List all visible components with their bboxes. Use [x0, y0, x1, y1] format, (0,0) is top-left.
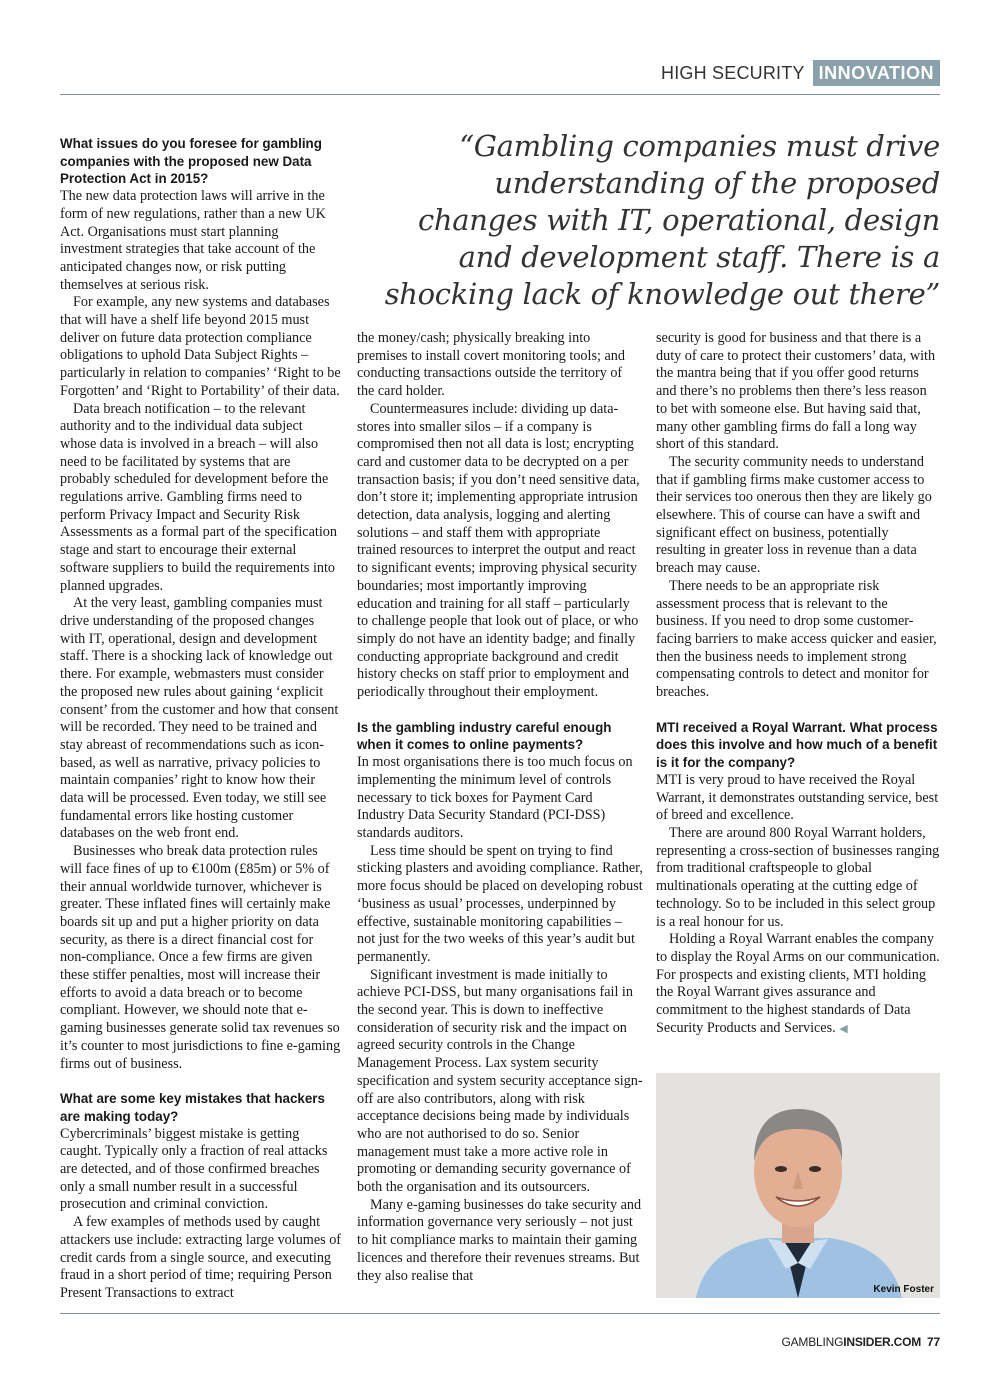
paragraph: Significant investment is made initially to achieve PCI-DSS, but many organisations fail in the second year. This is down to ineffective consideration of security risk and the impact on agreed security controls in the Change Management Process. Lax system security specification and system security acceptance sign-off are also contributors, along with risk acceptance decisions being made by individuals who are not authorised to do so. Senior management must take a more active role in promoting or demanding security governance of both the organisation and its outsourcers.	[357, 966, 643, 1196]
column-1	[60, 135, 342, 1303]
footer-site: GAMBLING	[781, 1335, 844, 1349]
paragraph: Countermeasures include: dividing up data-stores into smaller silos – if a company is compromised then not all data is lost; encrypting card and customer data to be decrypted on a per transaction basis; if you don’t need sensitive data, don’t store it; implementing appropriate intrusion detection, data analysis, logging and alerting solutions – and staff them with appropriate trained resources to interpret the output and react to significant events; improving physical security boundaries; most importantly improving education and training for all staff – particularly to challenge people that look out of place, or who simply do not have an identity badge; and finally conducting appropriate background and credit history checks on staff prior to employment and periodically throughout their employment.	[357, 400, 640, 701]
portrait-photo	[656, 1073, 940, 1298]
paragraph: At the very least, gambling companies must drive understanding of the proposed changes with IT, operational, design and development staff. There is a shocking lack of knowledge out there. For example, webmasters must consider the proposed new rules about gaining ‘explicit consent’ from the customer and how that consent will be recorded. They need to be trained and stay abreast of recommendations such as icon-based, as well as narrative, privacy policies to maintain companies’ right to know how their data will be processed. Even today, we still see fundamental errors like hosting customer databases on the web front end.	[60, 595, 339, 842]
paragraph: Less time should be spent on trying to find sticking plasters and avoiding compliance. Rather, more focus should be placed on developing robust ‘business as usual’ processes, underpinned by effective, sustainable monitoring capabilities – not just for the two weeks of this year’s audit but permanently.	[357, 842, 643, 965]
paragraph-text: Holding a Royal Warrant enables the company to display the Royal Arms on our communication. For prospects and existing clients, MTI holding the Royal Warrant gives assurance and commitment to the highest standards of Data Security Products and Services.	[656, 931, 940, 1036]
footer-site-bold: INSIDER.COM	[843, 1335, 922, 1349]
page-header	[661, 60, 940, 86]
paragraph: Cybercriminals’ biggest mistake is getting caught. Typically only a fraction of real attacks are detected, and of those confirmed breaches only a small number result in a successful prosecution and criminal conviction.	[60, 1125, 328, 1213]
paragraph: For example, any new systems and databases that will have a shelf life beyond 2015 must deliver on future data protection compliance obligations to uphold Data Subject Rights – particularly in relation to companies’ ‘Right to be Forgotten’ and ‘Right to Portability’ of their data.	[60, 294, 341, 399]
page-number: 77	[927, 1335, 940, 1349]
paragraph: There needs to be an appropriate risk assessment process that is relevant to the business. If you need to drop some customer-facing barriers to make access quicker and easier, then the business needs to implement strong compensating controls to detect and monitor for breaches.	[656, 577, 937, 701]
question-heading: MTI received a Royal Warrant. What process does this involve and how much of a benefit is it for the company?	[656, 719, 938, 771]
paragraph: There are around 800 Royal Warrant holders, representing a cross-section of businesses ranging from traditional craftspeople to global multinationals operating at the cutting edge of technology. So to be included in this select group is a real honour for us.	[656, 824, 940, 930]
column-3	[656, 330, 940, 1038]
paragraph: Businesses who break data protection rules will face fines of up to €100m (£85m) or 5% of their annual worldwide turnover, whichever is greater. These inflated fines will certainly make boards sit up and put a higher priority on data security, as there is a direct financial cost for non-compliance. Once a few firms are given these stiffer penalties, most will increase their efforts to avoid a data breach or to become compliant. However, we should note that e-gaming businesses generate solid tax revenues so it’s counter to most jurisdictions to fine e-gaming firms out of business.	[60, 843, 341, 1072]
section-label: HIGH SECURITY	[661, 63, 805, 83]
photo-caption: Kevin Foster	[873, 1284, 934, 1295]
header-rule	[60, 94, 940, 95]
section-tag: INNOVATION	[813, 60, 940, 86]
paragraph: In most organisations there is too much focus on implementing the minimum level of controls necessary to tick boxes for Payment Card Industry Data Security Standard (PCI-DSS) standards auditors.	[357, 754, 633, 841]
paragraph: Data breach notification – to the relevant authority and to the individual data subject whose data is involved in a breach – will also need to be facilitated by systems that are probably scheduled for development before the regulations arrive. Gambling firms need to perform Privacy Impact and Security Risk Assessments as a formal part of the specification stage and start to encourage their external software suppliers to build the requirements into planned upgrades.	[60, 400, 337, 594]
paragraph: the money/cash; physically breaking into premises to install covert monitoring tools; and conducting transactions outside the territory of the card holder.	[357, 330, 625, 400]
paragraph: MTI is very proud to have received the Royal Warrant, it demonstrates outstanding service, best of breed and excellence.	[656, 771, 939, 824]
question-heading: What issues do you foresee for gambling companies with the proposed new Data Protection Act in 2015?	[60, 136, 322, 187]
paragraph: The security community needs to understand that if gambling firms make customer access to their services too onerous then they are likely go elsewhere. This of course can have a swift and significant effect on business, potentially resulting in greater loss in revenue than a data breach may cause.	[656, 453, 932, 577]
paragraph: security is good for business and that there is a duty of care to protect their customers’ data, with the mantra being that if you offer good returns and there’s no problems then there’s less reason to bet with someone else. But having said that, many other gambling firms do fall a long way short of this standard.	[656, 330, 936, 453]
footer-rule	[60, 1313, 940, 1314]
paragraph	[656, 931, 940, 1038]
column-2	[357, 330, 643, 1285]
question-heading: Is the gambling industry careful enough when it comes to online payments?	[357, 719, 612, 753]
end-mark-icon: ◀	[839, 1022, 848, 1035]
paragraph: The new data protection laws will arrive in the form of new regulations, rather than a new UK Act. Organisations must start planning investment strategies that take account of the anticipated changes now, or risk putting themselves at serious risk.	[60, 188, 326, 293]
question-heading: What are some key mistakes that hackers are making today?	[60, 1091, 325, 1124]
page-footer	[781, 1335, 940, 1349]
portrait-illustration	[656, 1073, 940, 1298]
pull-quote: “Gambling companies must drive understanding of the proposed changes with IT, operational, design and development staff. There is a shocking lack of knowledge out there”	[384, 129, 940, 311]
paragraph: Many e-gaming businesses do take security and information governance very seriously – not just to hit compliance marks to maintain their gaming licences and therefore their revenues streams. But they also realise that	[357, 1196, 642, 1284]
paragraph: A few examples of methods used by caught attackers use include: extracting large volumes of credit cards from a single source, and executing fraud in a short period of time; requiring Person Present Transactions to extract	[60, 1214, 342, 1301]
